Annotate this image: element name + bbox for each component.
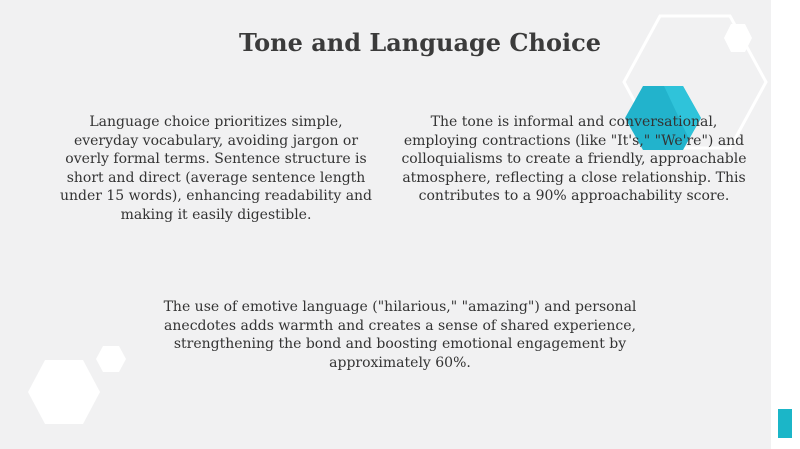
emotive-language-paragraph: The use of emotive language ("hilarious," "amazing") and personal anecdotes adds warmth and creates a sense of shared experience, strengthening the bond and boosting emotional engagement by approximately 60%. [163,299,637,371]
language-choice-paragraph: Language choice prioritizes simple, everyday vocabulary, avoiding jargon or overly formal terms. Sentence structure is short and direct (average sentence length under 15 words), enhancing readability and making it easily digestible. [59,114,373,223]
slide-title: Tone and Language Choice [239,28,601,57]
hexagon-white-decoration [26,358,102,426]
accent-scroll-marker[interactable] [778,409,792,438]
right-panel-strip [771,0,800,449]
hexagon-small-decoration [722,22,754,54]
tone-paragraph: The tone is informal and conversational, employing contractions (like "It's," "We're") and colloquialisms to create a friendly, approachable atmosphere, reflecting a close relationship. This contributes to a 90% approachability score. [401,114,747,204]
hexagon-white-small-decoration [94,344,128,374]
